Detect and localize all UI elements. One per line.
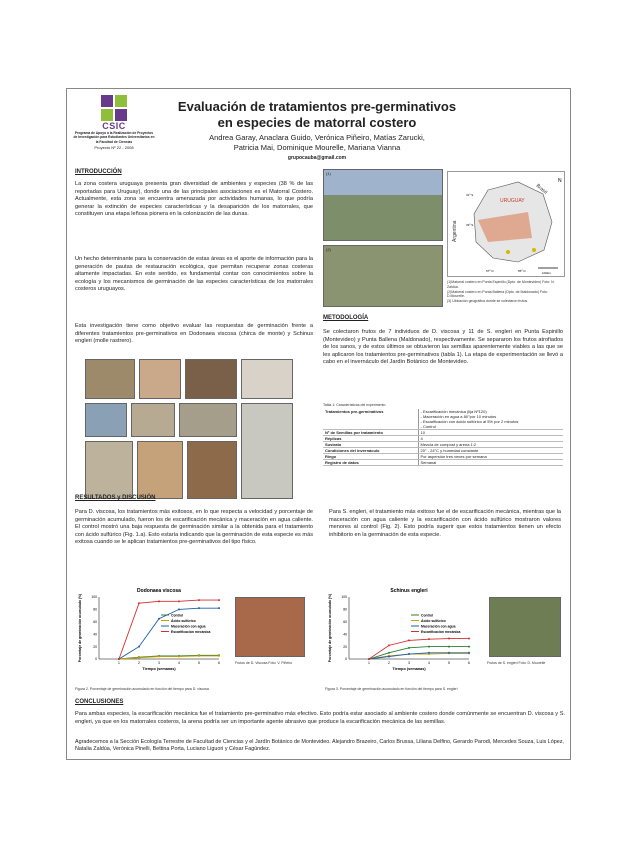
- photo-caption-schinus: Frutos de S. engleri Foto: D. Mourelle: [487, 661, 546, 665]
- data-point: [158, 600, 160, 602]
- map-country-label: URUGUAY: [500, 198, 525, 204]
- x-tick-label: 6: [468, 661, 470, 665]
- data-point: [158, 656, 160, 658]
- acknowledgements: Agradecemos a la Sección Ecología Terrestre de Facultad de Ciencias y el Jardín Botánico de Montevideo. Alejandro Brazeiro, Carlos Brussa, Liliana Delfino, Gerardo Parodi, Mercedes Souza, Luis López, Natalia Zaldúa, Verónica Pinelli, Bettina Porta, Luciano Liguori y César Fagúndez.: [75, 739, 564, 753]
- map-neighbor-2-label: Argentina: [452, 220, 458, 242]
- chart-title: Dodonaea viscosa: [137, 588, 181, 594]
- data-point: [408, 647, 410, 649]
- map-lat-1: 31º S: [466, 193, 474, 197]
- data-point: [218, 599, 220, 601]
- y-tick-label: 40: [343, 632, 347, 637]
- x-tick-label: 1: [368, 661, 370, 665]
- y-tick-label: 100: [341, 595, 347, 600]
- y-tick-label: 0: [95, 657, 97, 662]
- caption-photo-1: (1)Matorral costero en Punta Espinillo (Dpto. de Montevideo) Foto: N. Zaldúa.: [447, 280, 555, 289]
- y-tick-label: 80: [93, 607, 97, 612]
- method-heading: METODOLOGÍA: [323, 315, 369, 321]
- title-line-1: Evaluación de tratamientos pre-germinativos: [177, 99, 457, 114]
- y-tick-label: 20: [343, 644, 347, 649]
- experiment-table: [323, 409, 563, 466]
- table-value: 4: [418, 436, 563, 442]
- intro-paragraph-3: Esta investigación tiene como objetivo evaluar las respuestas de germinación frente a diferentes tratamientos pre-germinativos en Dodonaea viscosa (chirca de monte) y Schinus engleri (molle rastrero).: [75, 323, 313, 345]
- csic-logo: [73, 95, 155, 150]
- table-value: - Escarificación mecánica (lija Nº120) - Maceración en agua a 80°por 10 minutos - Escarificación con ácido sulfúrico al 5% por 2 minutos - Control: [418, 409, 563, 430]
- photo-labels: [85, 441, 133, 499]
- poster-title: [167, 99, 467, 131]
- table-key: Nº de Semillas por tratamiento: [323, 430, 418, 436]
- legend-entry: Control: [171, 613, 184, 618]
- photo-seed-sorting: [85, 359, 135, 399]
- poster: [66, 88, 571, 760]
- data-point: [468, 652, 470, 654]
- legend-entry: Maceración con agua: [171, 624, 206, 629]
- map-lon-2: 55º O: [518, 269, 526, 273]
- data-point: [388, 644, 390, 646]
- data-point: [178, 656, 180, 658]
- y-axis-label: Porcentaje de germinación acumulado (%): [78, 593, 82, 663]
- x-tick-label: 2: [138, 661, 140, 665]
- photo-punta-ballena: [323, 245, 443, 307]
- caption-map: (3) Ubicación geográfica donde se colectaron frutos.: [447, 299, 529, 304]
- data-point: [428, 638, 430, 640]
- legend-entry: Escarificación mecánica: [171, 629, 211, 634]
- table-key: Sustrato: [323, 442, 418, 448]
- results-paragraph-right: Para S. engleri, el tratamiento más exitoso fue el de escarificación mecánica, mientras que la maceración con agua caliente y la escarificación con ácido sulfúrico mostraron valores menores al control (Fig. 2). Esto podría sugerir que estos tratamientos tienen un efecto inhibitorio en la germinación de esta especie.: [329, 509, 561, 538]
- data-point: [428, 652, 430, 654]
- data-point: [138, 646, 140, 648]
- authors: [167, 133, 467, 153]
- table-value: Mezcla de compost y arena 1:2: [418, 442, 563, 448]
- map-scale: 100km: [542, 271, 552, 275]
- x-tick-label: 5: [198, 661, 200, 665]
- y-tick-label: 100: [91, 595, 97, 600]
- chart-dodonaea: [73, 583, 233, 689]
- series-line: [369, 639, 469, 659]
- photo-greenhouse-trays: [241, 403, 293, 499]
- data-point: [198, 607, 200, 609]
- data-point: [448, 652, 450, 654]
- authors-line-1: Andrea Garay, Anaclara Guido, Verónica Piñeiro, Matías Zarucki,: [209, 133, 425, 142]
- legend-entry: Ácido sulfúrico: [421, 618, 446, 623]
- method-paragraph: Se colectaron frutos de 7 individuos de D. viscosa y 11 de S. engleri en Punta Espinillo (Montevideo) y Punta Ballena (Maldonado), respectivamente. Se separaron los frutos atrofiados de los sanos, y de estos últimos se obtuvieron las semillas aparentemente viables a las que se les aplicaron los tratamientos pre-germinativos (tabla 1). La etapa de experimentación se llevó a cabo en el invernáculo del Jardín Botánico de Montevideo.: [323, 329, 563, 366]
- data-point: [118, 658, 120, 660]
- project-number: Proyecto Nº 22 - 2008: [94, 144, 134, 150]
- map-lon-1: 57º O: [486, 269, 494, 273]
- intro-heading: INTRODUCCIÓN: [75, 169, 122, 175]
- photo-sky: [324, 170, 442, 195]
- y-tick-label: 60: [343, 620, 347, 624]
- table-key: Tratamientos pre-germinativos: [323, 409, 418, 430]
- intro-paragraph-1: La zona costera uruguaya presenta gran diversidad de ambientes y especies (38 % de las reportadas para Uruguay), donde una de las principales asociaciones es el Matorral Costero. Actualmente, esta zona se encuentra amenazada por actividades humanas, lo que podría generar la extinción de especies características y la desaparición de los matorrales, que constituyen una etapa leñosa pionera en la colonización de las dunas.: [75, 181, 313, 218]
- photo-caption-dodonaea: Frutos de D. Viscosa Foto: V. Piñeiro: [235, 661, 293, 665]
- legend-entry: Ácido sulfúrico: [171, 618, 196, 623]
- photo-schinus-fruits: [489, 597, 561, 657]
- data-point: [388, 652, 390, 654]
- photo-dodonaea-fruits: [235, 597, 305, 657]
- map-lat-2: 33º S: [466, 223, 474, 227]
- table-key: Condiciones del invernáculo: [323, 448, 418, 454]
- photo-seedlings: [187, 441, 237, 499]
- table-value: Por aspersión tres veces por semana: [418, 454, 563, 460]
- x-tick-label: 3: [408, 661, 410, 665]
- results-paragraph-left: Para D. viscosa, los tratamientos más exitosos, en lo que respecta a velocidad y porcentaje de germinación acumulado, fueron los de escarificación mecánica y maceración en agua caliente. El control mostró una baja respuesta de germinación similar a la obtenida para el tratamiento con ácido sulfúrico (Fig. 1.a). Esto estaría indicando que la germinación de esta especie es más exitosa cuando se le aplican tratamientos pre-germinativos del tipo físico.: [75, 509, 313, 546]
- map-neighbor-label: Brasil: [534, 182, 549, 196]
- table-caption: Tabla 1: Características del experimento: [323, 403, 386, 407]
- data-point: [428, 646, 430, 648]
- photo-lab-work: [185, 359, 237, 399]
- x-axis-label: Tiempo (semanas): [142, 667, 176, 671]
- authors-line-2: Patricia Mai, Dominique Mourelle, Mariana Vianna: [233, 143, 401, 152]
- table-key: Réplicas: [323, 436, 418, 442]
- photo-seed-trays: [179, 403, 237, 437]
- table-key: Riego: [323, 454, 418, 460]
- caption-photo-2: (2)Matorral costero en Punta Ballena (Dpto. de Maldonado) Foto: D.Mourelle.: [447, 289, 548, 299]
- results-heading: RESULTADOS y DISCUSIÓN: [75, 495, 156, 501]
- data-point: [218, 655, 220, 657]
- program-name: Programa de Apoyo a la Realización de Proyectos de Investigación para Estudiantes Universitarios en la Facultad de Ciencias: [73, 131, 155, 144]
- table-key: Registro de datos: [323, 460, 418, 466]
- y-tick-label: 60: [93, 620, 97, 624]
- uruguay-map: [447, 171, 565, 277]
- conclusions-heading: CONCLUSIONES: [75, 699, 124, 705]
- y-tick-label: 20: [93, 644, 97, 649]
- map-captions: [447, 280, 565, 304]
- table-row: [323, 409, 563, 430]
- x-tick-label: 5: [448, 661, 450, 665]
- data-point: [408, 639, 410, 641]
- data-point: [408, 653, 410, 655]
- data-point: [138, 602, 140, 604]
- title-line-2: en especies de matorral costero: [217, 115, 417, 130]
- experiment-photo-collage: [85, 359, 295, 499]
- photo-punta-espinillo: [323, 169, 443, 241]
- intro-paragraph-2: Un hecho determinante para la conservación de estas áreas es el aporte de información para la generación de pautas de restauración ecológica, que permitan recuperar zonas costeras altamente impactadas. En este sentido, es fundamental contar con conocimientos sobre la ecología y los mecanismos de germinación de las especies características de los matorrales costeros uruguayos.: [75, 256, 313, 293]
- legend-entry: Escarificación mecánica: [421, 629, 461, 634]
- x-tick-label: 4: [178, 661, 180, 665]
- chart-title: Schinus engleri: [390, 588, 428, 594]
- data-point: [158, 618, 160, 620]
- data-point: [178, 608, 180, 610]
- figure-caption-schinus: Figura 3. Porcentaje de germinación acumulado en función del tiempo para S. engleri: [325, 687, 458, 691]
- photo-sieve: [131, 403, 175, 437]
- data-point: [218, 607, 220, 609]
- table-value: 10: [418, 430, 563, 436]
- photo-2-label: (2): [326, 247, 331, 252]
- photo-tubes: [241, 359, 293, 399]
- x-tick-label: 2: [388, 661, 390, 665]
- csic-wordmark: CSIC: [102, 121, 126, 131]
- data-point: [178, 600, 180, 602]
- legend-entry: Control: [421, 613, 434, 618]
- table-value: Semanal: [418, 460, 563, 466]
- y-tick-label: 0: [345, 657, 347, 662]
- data-point: [198, 599, 200, 601]
- data-point: [368, 658, 370, 660]
- photo-team: [139, 359, 181, 399]
- data-point: [468, 646, 470, 648]
- x-tick-label: 6: [218, 661, 220, 665]
- x-tick-label: 4: [428, 661, 430, 665]
- y-tick-label: 80: [343, 607, 347, 612]
- y-tick-label: 40: [93, 632, 97, 637]
- photo-1-label: (1): [326, 171, 331, 176]
- data-point: [388, 656, 390, 658]
- table-value: 20° - 24°C y humedad constante: [418, 448, 563, 454]
- map-graphic: [448, 172, 566, 278]
- csic-logo-mark: [101, 95, 127, 121]
- data-point: [198, 655, 200, 657]
- data-point: [448, 638, 450, 640]
- x-tick-label: 1: [118, 661, 120, 665]
- table-row: [323, 460, 563, 466]
- data-point: [448, 646, 450, 648]
- data-point: [468, 638, 470, 640]
- contact-email: grupocauba@gmail.com: [287, 155, 347, 161]
- chart-schinus: [323, 583, 483, 689]
- conclusions-paragraph: Para ambas especies, la escarificación mecánica fue el tratamiento pre-germinativo más efectivo. Esto podría estar asociado al ambiente costero donde comúnmente se encuentran D. viscosa y S. engleri, ya que en los matorrales costeros, la arena podría ser un importante agente abrasivo que produce la escarificación mecánica de las semillas.: [75, 711, 565, 725]
- data-point: [138, 657, 140, 659]
- legend-entry: Maceración con agua: [421, 624, 456, 629]
- figure-caption-dodonaea: Figura 2. Porcentaje de germinación acumulado en función del tiempo para D. viscosa: [75, 687, 209, 691]
- photo-seeds-close-up: [137, 441, 183, 499]
- y-axis-label: Porcentaje de germinación acumulado (%): [328, 593, 332, 663]
- north-icon: N: [558, 178, 562, 184]
- x-axis-label: Tiempo (semanas): [392, 667, 426, 671]
- photo-water-bath: [85, 403, 127, 437]
- x-tick-label: 3: [158, 661, 160, 665]
